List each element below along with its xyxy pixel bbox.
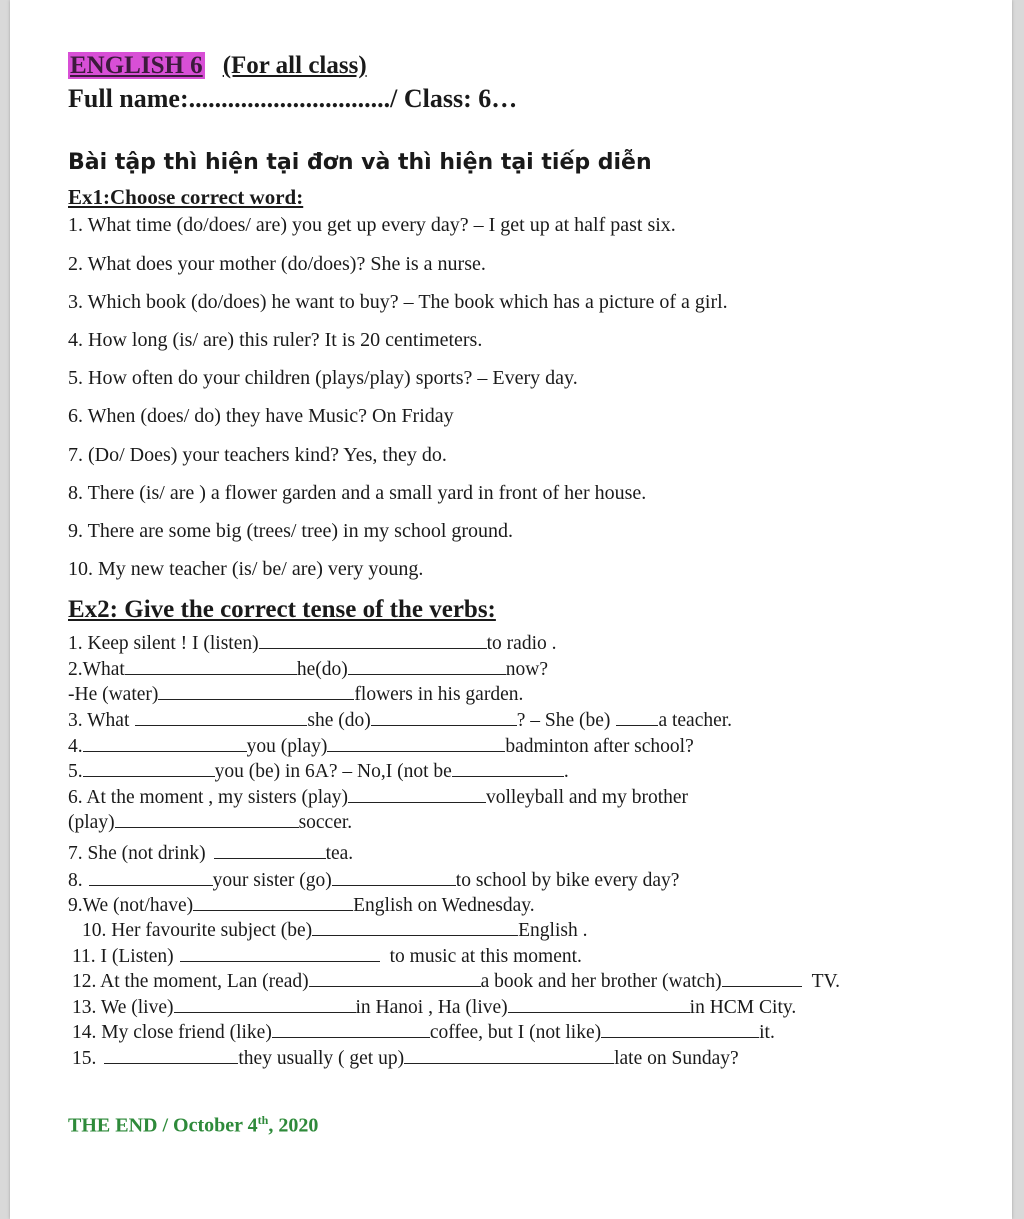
answer-blank[interactable] <box>174 994 356 1013</box>
the-end-footer <box>68 1113 318 1138</box>
ex2-text: to music at this moment. <box>389 946 582 967</box>
ex2-line <box>72 1019 775 1044</box>
ex2-text: 1. Keep silent ! I (listen) <box>68 633 259 654</box>
ex1-item: 6. When (does/ do) they have Music? On Friday <box>68 405 454 427</box>
ex2-text: English . <box>518 920 588 941</box>
answer-blank[interactable] <box>722 968 802 987</box>
ex2-line <box>68 840 353 865</box>
answer-blank[interactable] <box>601 1019 759 1038</box>
ex2-text: late on Sunday? <box>614 1048 739 1069</box>
ex2-line <box>72 943 582 968</box>
ex2-text: 9.We (not/have) <box>68 895 194 916</box>
ex2-text: 12. At the moment, Lan (read) <box>72 971 309 992</box>
ex2-text: a teacher. <box>658 710 733 731</box>
ex2-line <box>68 656 548 681</box>
answer-blank[interactable] <box>125 656 297 675</box>
ex2-text: . <box>563 761 569 782</box>
ex2-line <box>68 630 556 655</box>
ex2-text: tea. <box>325 843 354 864</box>
ex2-text: 3. What <box>68 710 130 731</box>
full-name-dots: ............................... <box>188 84 391 113</box>
ex1-item: 4. How long (is/ are) this ruler? It is 20 centimeters. <box>68 329 483 351</box>
ex2-line <box>68 784 688 809</box>
ex2-line <box>68 733 694 758</box>
answer-blank[interactable] <box>404 1045 614 1064</box>
ex2-text: flowers in his garden. <box>354 684 524 705</box>
ex2-heading: Ex2: Give the correct tense of the verbs: <box>68 596 496 623</box>
ex2-text: in HCM City. <box>689 997 797 1018</box>
answer-blank[interactable] <box>452 758 564 777</box>
answer-blank[interactable] <box>89 867 213 886</box>
ex2-text: now? <box>505 659 549 680</box>
ex2-line <box>68 681 523 706</box>
end-year: , 2020 <box>268 1114 319 1137</box>
answer-blank[interactable] <box>180 943 380 962</box>
ex2-text: she (do) <box>307 710 371 731</box>
ex2-text: 2.What <box>68 659 125 680</box>
ex2-text: 13. We (live) <box>72 997 174 1018</box>
ex2-text: he(do) <box>296 659 348 680</box>
ex1-item: 9. There are some big (trees/ tree) in my school ground. <box>68 520 514 542</box>
ex2-text: TV. <box>811 971 840 992</box>
ex2-text: badminton after school? <box>505 736 694 757</box>
ex2-line <box>68 867 679 892</box>
ex2-text: volleyball and my brother <box>486 787 689 808</box>
ex2-line <box>68 758 569 783</box>
answer-blank[interactable] <box>371 707 517 726</box>
ex1-item: 7. (Do/ Does) your teachers kind? Yes, they do. <box>68 444 447 466</box>
end-date-suffix: th <box>257 1113 269 1127</box>
ex2-text: ? – She (be) <box>516 710 611 731</box>
for-all-class-label: (For all class) <box>222 52 367 79</box>
ex2-text: English on Wednesday. <box>353 895 535 916</box>
ex1-heading: Ex1:Choose correct word: <box>68 185 304 209</box>
ex1-item: 2. What does your mother (do/does)? She is a nurse. <box>68 253 486 275</box>
subject-tag: ENGLISH 6 <box>70 52 203 79</box>
ex2-line <box>72 968 840 993</box>
answer-blank[interactable] <box>193 892 353 911</box>
answer-blank[interactable] <box>259 630 487 649</box>
answer-blank[interactable] <box>348 784 486 803</box>
ex2-text: you (play) <box>246 736 328 757</box>
ex2-text: to school by bike every day? <box>455 870 680 891</box>
worksheet-page <box>10 0 1012 1219</box>
ex2-text: 7. She (not drink) <box>68 843 206 864</box>
ex2-text: 6. At the moment , my sisters (play) <box>68 787 349 808</box>
ex2-text: soccer. <box>298 812 353 833</box>
ex2-text: in Hanoi , Ha (live) <box>355 997 508 1018</box>
ex2-line <box>72 994 796 1019</box>
ex2-text: 4. <box>68 736 83 757</box>
answer-blank[interactable] <box>104 1045 238 1064</box>
class-label: / Class: 6… <box>390 84 518 113</box>
ex1-item: 3. Which book (do/does) he want to buy? – The book which has a picture of a girl. <box>68 291 728 313</box>
answer-blank[interactable] <box>214 840 326 859</box>
ex2-text: your sister (go) <box>212 870 332 891</box>
ex2-text: you (be) in 6A? – No,I (not be <box>214 761 452 782</box>
ex1-item: 5. How often do your children (plays/play) sports? – Every day. <box>68 367 578 389</box>
full-name-label: Full name: <box>68 84 189 113</box>
ex2-text: 11. I (Listen) <box>72 946 174 967</box>
ex2-text: 14. My close friend (like) <box>72 1022 272 1043</box>
ex2-text: coffee, but I (not like) <box>429 1022 602 1043</box>
ex2-text: 8. <box>68 870 83 891</box>
ex2-line <box>82 917 587 942</box>
end-text: THE END / October 4 <box>68 1114 258 1137</box>
answer-blank[interactable] <box>508 994 690 1013</box>
answer-blank[interactable] <box>327 733 505 752</box>
answer-blank[interactable] <box>332 867 456 886</box>
ex2-text: -He (water) <box>68 684 159 705</box>
answer-blank[interactable] <box>83 733 247 752</box>
ex2-text: (play) <box>68 812 115 833</box>
full-name-line <box>68 84 517 114</box>
ex2-text: they usually ( get up) <box>238 1048 405 1069</box>
answer-blank[interactable] <box>158 681 354 700</box>
ex2-text: a book and her brother (watch) <box>480 971 722 992</box>
answer-blank[interactable] <box>348 656 506 675</box>
answer-blank[interactable] <box>83 758 215 777</box>
ex2-line <box>68 707 732 732</box>
ex2-line <box>72 1045 739 1070</box>
ex2-text: 5. <box>68 761 83 782</box>
answer-blank[interactable] <box>135 707 307 726</box>
ex1-item: 10. My new teacher (is/ be/ are) very young. <box>68 558 424 580</box>
ex2-text: 10. Her favourite subject (be) <box>82 920 313 941</box>
ex2-line <box>68 809 352 834</box>
ex1-item: 1. What time (do/does/ are) you get up every day? – I get up at half past six. <box>68 214 676 236</box>
worksheet-title: Bài tập thì hiện tại đơn và thì hiện tại tiếp diễn <box>68 150 652 175</box>
answer-blank[interactable] <box>272 1019 430 1038</box>
ex2-text: to radio . <box>486 633 557 654</box>
answer-blank[interactable] <box>309 968 481 987</box>
ex2-text: it. <box>759 1022 775 1043</box>
ex1-item: 8. There (is/ are ) a flower garden and a small yard in front of her house. <box>68 482 647 504</box>
ex2-line <box>68 892 535 917</box>
ex2-text: 15. <box>72 1048 97 1069</box>
answer-blank[interactable] <box>115 809 299 828</box>
answer-blank[interactable] <box>312 917 518 936</box>
answer-blank[interactable] <box>616 707 658 726</box>
title-line <box>68 52 367 80</box>
